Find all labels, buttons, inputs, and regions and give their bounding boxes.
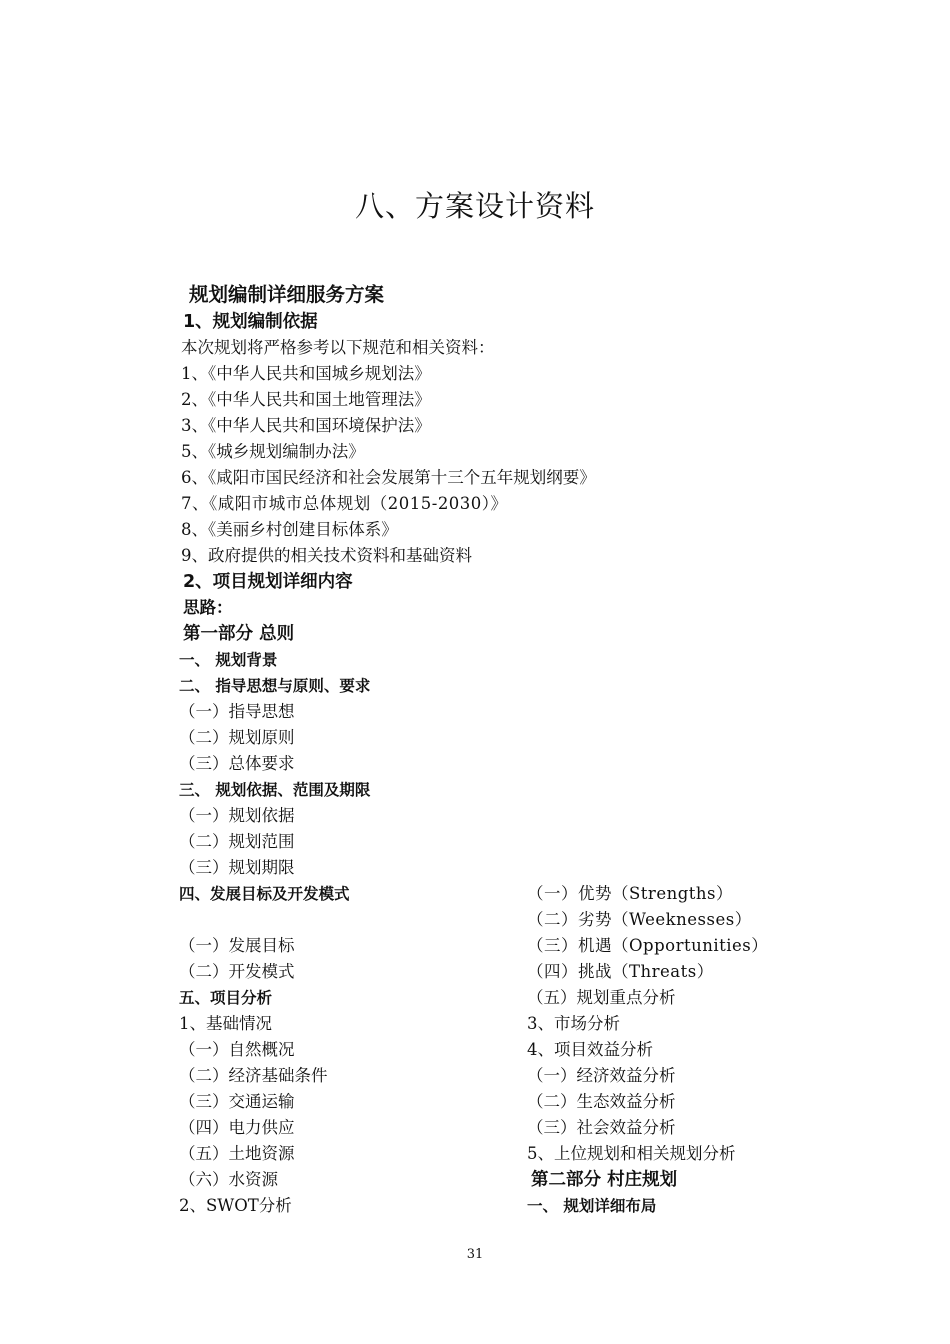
upper-plan-analysis: 5、上位规划和相关规划分析 xyxy=(527,1144,736,1163)
section-1: 一、 规划背景 xyxy=(179,651,278,669)
section-2-item: （二）规划原则 xyxy=(179,728,295,747)
swot-item: （四）挑战（Threats） xyxy=(527,962,714,981)
part1-heading: 第一部分 总则 xyxy=(183,624,295,644)
content-heading: 2、项目规划详细内容 xyxy=(183,572,353,592)
section-2-item: （三）总体要求 xyxy=(179,754,295,773)
section-4: 四、发展目标及开发模式 xyxy=(179,885,350,903)
section-3-item: （一）规划依据 xyxy=(179,806,295,825)
section-2-item: （一）指导思想 xyxy=(179,702,295,721)
section-5-sub1: 1、基础情况 xyxy=(179,1014,272,1033)
part2-heading: 第二部分 村庄规划 xyxy=(531,1170,678,1190)
benefit-item: （二）生态效益分析 xyxy=(527,1092,676,1111)
layout-heading: 一、 规划详细布局 xyxy=(527,1197,657,1215)
section-3: 三、 规划依据、范围及期限 xyxy=(179,781,371,799)
basis-item: 1、《中华人民共和国城乡规划法》 xyxy=(181,364,431,383)
basics-item: （三）交通运输 xyxy=(179,1092,295,1111)
benefit-item: （三）社会效益分析 xyxy=(527,1118,676,1137)
section-2: 二、 指导思想与原则、要求 xyxy=(179,677,371,695)
basics-item: （六）水资源 xyxy=(179,1170,278,1189)
section-5-sub2: 2、SWOT分析 xyxy=(179,1196,292,1215)
swot-item: （二）劣势（Weeknesses） xyxy=(527,910,752,929)
basis-heading: 1、规划编制依据 xyxy=(183,312,318,332)
page-number: 31 xyxy=(466,1247,484,1262)
benefit-analysis: 4、项目效益分析 xyxy=(527,1040,653,1059)
section-3-item: （二）规划范围 xyxy=(179,832,295,851)
section-title: 规划编制详细服务方案 xyxy=(189,283,385,306)
section-5: 五、项目分析 xyxy=(179,989,273,1007)
basis-item: 7、《咸阳市城市总体规划（2015-2030）》 xyxy=(181,494,508,513)
basis-item: 9、政府提供的相关技术资料和基础资料 xyxy=(181,546,472,565)
section-3-item: （三）规划期限 xyxy=(179,858,295,877)
basics-item: （四）电力供应 xyxy=(179,1118,295,1137)
basics-item: （二）经济基础条件 xyxy=(179,1066,328,1085)
market-analysis: 3、市场分析 xyxy=(527,1014,620,1033)
page-title: 八、方案设计资料 xyxy=(354,189,595,223)
swot-item: （一）优势（Strengths） xyxy=(527,884,733,903)
basics-item: （一）自然概况 xyxy=(179,1040,295,1059)
basis-item: 8、《美丽乡村创建目标体系》 xyxy=(181,520,398,539)
section-4-item: （一）发展目标 xyxy=(179,936,295,955)
basis-item: 2、《中华人民共和国土地管理法》 xyxy=(181,390,431,409)
basis-item: 3、《中华人民共和国环境保护法》 xyxy=(181,416,431,435)
thinking-label: 思路： xyxy=(183,598,233,617)
swot-item: （五）规划重点分析 xyxy=(527,988,676,1007)
benefit-item: （一）经济效益分析 xyxy=(527,1066,676,1085)
section-4-item: （二）开发模式 xyxy=(179,962,295,981)
basics-item: （五）土地资源 xyxy=(179,1144,295,1163)
swot-item: （三）机遇（Opportunities） xyxy=(527,936,769,955)
basis-item: 5、《城乡规划编制办法》 xyxy=(181,442,365,461)
basis-intro: 本次规划将严格参考以下规范和相关资料： xyxy=(181,338,495,357)
basis-item: 6、《咸阳市国民经济和社会发展第十三个五年规划纲要》 xyxy=(181,468,596,487)
